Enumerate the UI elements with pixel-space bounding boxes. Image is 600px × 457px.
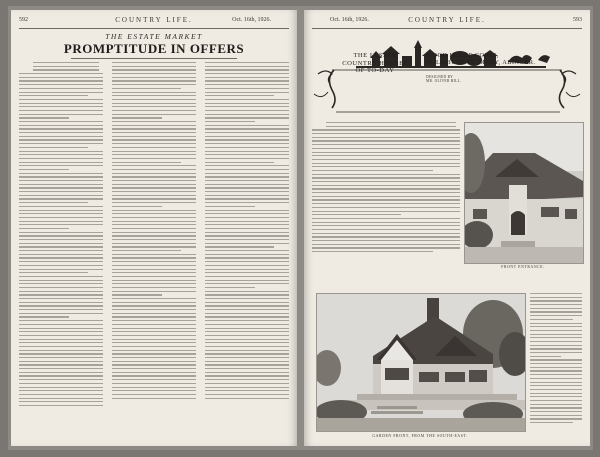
house-title-line: WOOD HOUSE COPSE,	[426, 52, 499, 59]
garden-front-caption: GARDEN FRONT, FROM THE SOUTH-EAST.	[372, 434, 468, 438]
left-page	[11, 10, 297, 446]
header-rule	[312, 28, 582, 29]
right-running-head	[312, 17, 582, 27]
house-title-line: HOLMBURY ST. MARY, ABINGER.	[426, 59, 536, 67]
credit-line: DESIGNED BY	[426, 75, 454, 79]
right-running-title: COUNTRY LIFE.	[408, 16, 486, 24]
magazine-spread	[8, 6, 593, 450]
body-text	[530, 293, 582, 423]
body-text	[312, 122, 460, 252]
headline-rule	[71, 58, 237, 59]
series-title-line: COUNTRY HOUSES	[342, 59, 408, 67]
text-column-3	[205, 62, 289, 438]
house-title	[426, 52, 546, 67]
left-page-date: Oct. 16th, 1926.	[232, 17, 271, 23]
left-running-head	[19, 17, 289, 27]
left-page-number: 592	[19, 17, 28, 23]
text-column-side	[530, 293, 582, 426]
body-text	[205, 62, 289, 399]
architect-credit	[426, 75, 546, 84]
front-entrance-caption: FRONT ENTRANCE.	[501, 265, 545, 269]
garden-front-photo	[316, 293, 526, 432]
body-text	[112, 62, 196, 399]
series-title-line: THE LESSER	[353, 52, 397, 59]
front-entrance-photo	[464, 122, 584, 264]
right-page	[304, 10, 590, 446]
body-text	[19, 62, 103, 406]
right-page-number: 593	[573, 17, 582, 23]
section-kicker: THE ESTATE MARKET	[105, 32, 203, 41]
series-title	[336, 52, 414, 75]
article-headline: PROMPTITUDE IN OFFERS	[63, 41, 245, 56]
left-running-title: COUNTRY LIFE.	[115, 16, 193, 24]
header-rule	[19, 28, 289, 29]
text-column-article	[312, 122, 460, 255]
series-title-line: OF TO-DAY	[355, 67, 395, 75]
credit-line: MR. OLIVER HILL.	[426, 79, 462, 84]
text-column-2	[112, 62, 196, 438]
text-column-1	[19, 62, 103, 438]
right-page-date: Oct. 16th, 1926.	[330, 17, 369, 23]
